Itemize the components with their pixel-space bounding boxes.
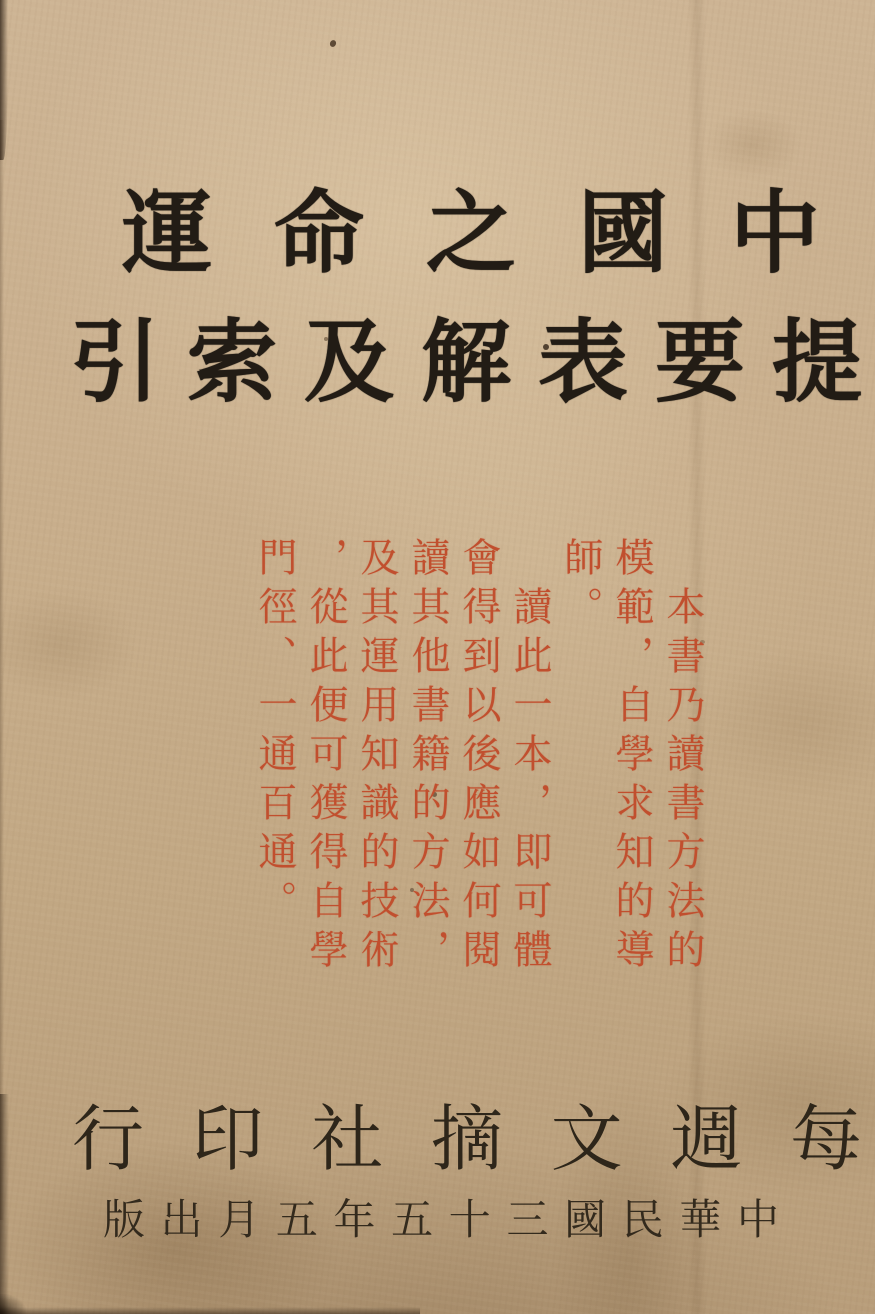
title-line-2: 引索及解表要提: [70, 310, 862, 415]
paper-edge-shadow: [0, 1094, 9, 1314]
paper-edge-shadow: [0, 0, 8, 160]
publisher-line: 行印社摘文週每: [72, 1097, 862, 1181]
blurb-column: 會得到以後應如何閱: [456, 537, 501, 978]
blurb-column: ，從此便可獲得自學: [303, 537, 348, 978]
title-line-1: 運命之國中: [122, 181, 820, 286]
ink-speck: [329, 39, 337, 48]
blurb-column: 本書乃讀書方法的: [660, 586, 705, 978]
paper-corner-shadow: [0, 1294, 26, 1314]
blurb-vertical-text: [246, 537, 708, 989]
blurb-column: 讀此一本，即可體: [507, 586, 552, 978]
paper-edge-shadow: [0, 120, 4, 1220]
paper-edge-shadow: [0, 1307, 420, 1314]
publication-date-line: 版出月五年五十三國民華中: [103, 1195, 779, 1244]
blurb-column: 及其運用知識的技術: [354, 537, 399, 978]
blurb-column: 門徑、一通百通。: [252, 537, 297, 929]
blurb-column: 模範，自學求知的導: [609, 537, 654, 978]
blurb-column: 讀其他書籍的方法，: [405, 537, 450, 978]
blurb-column: 師。: [558, 537, 603, 635]
